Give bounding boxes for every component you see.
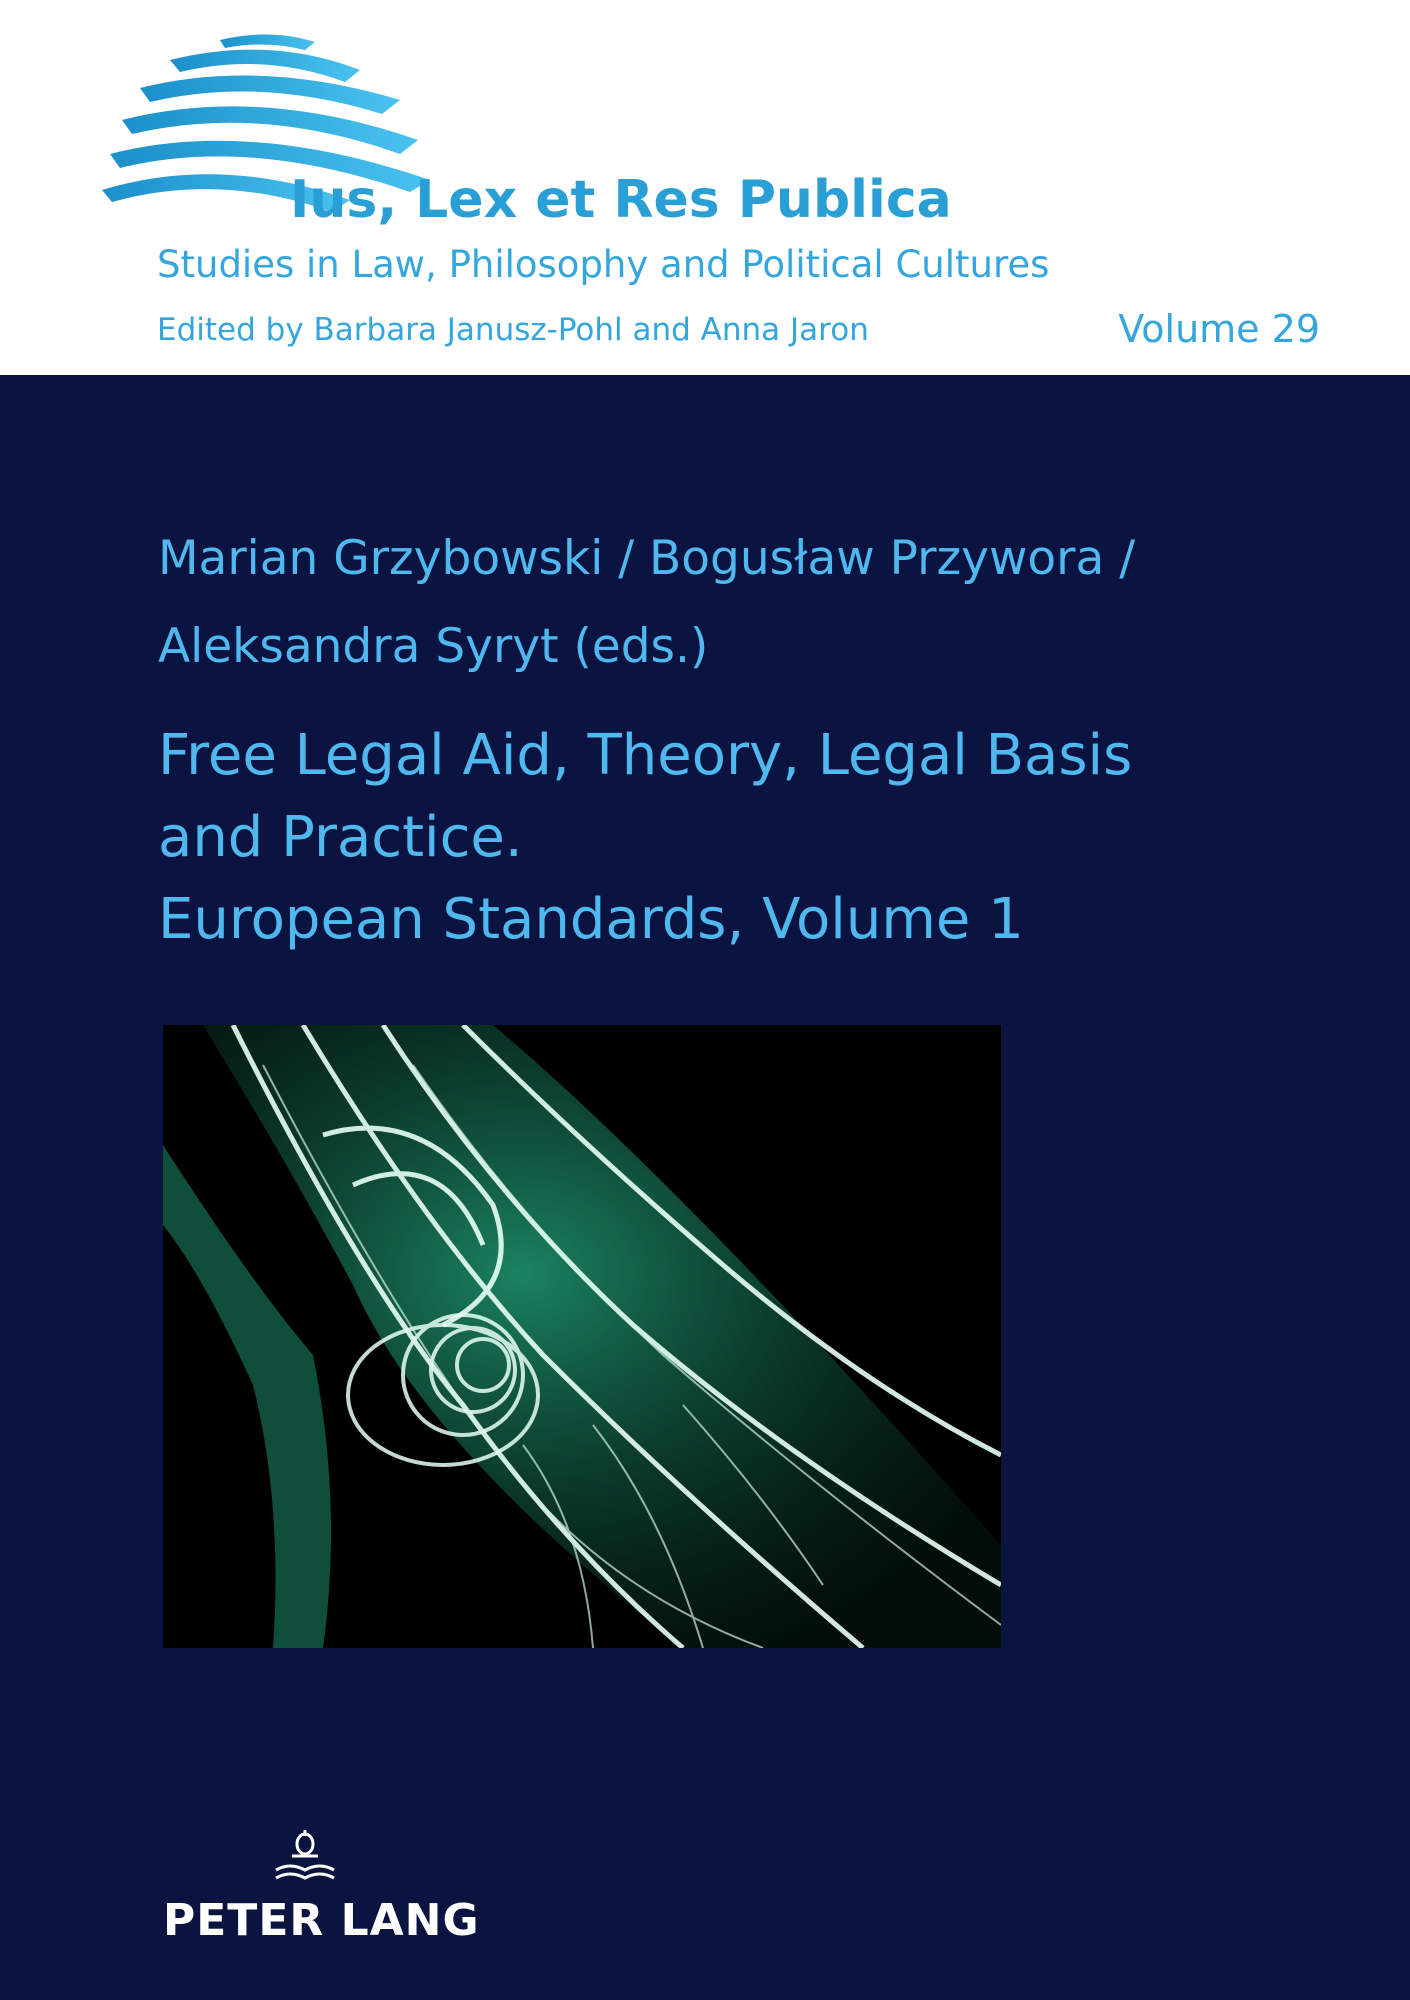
authors-line-1: Marian Grzybowski / Bogusław Przywora / xyxy=(158,531,1136,586)
cover-illustration xyxy=(163,1025,1001,1648)
book-lamp-icon xyxy=(270,1830,340,1886)
series-title: Ius, Lex et Res Publica xyxy=(290,170,952,230)
book-title xyxy=(158,715,1132,961)
series-editors: Edited by Barbara Janusz-Pohl and Anna Jaron xyxy=(157,312,869,348)
series-header xyxy=(0,0,1410,375)
publisher-name: PETER LANG xyxy=(163,1895,480,1946)
series-subtitle: Studies in Law, Philosophy and Political Cultures xyxy=(157,243,1050,286)
book-authors xyxy=(158,515,1135,691)
book-title-line-1: Free Legal Aid, Theory, Legal Basis xyxy=(158,723,1133,788)
series-volume: Volume 29 xyxy=(1118,307,1320,351)
book-title-line-3: European Standards, Volume 1 xyxy=(158,887,1024,952)
authors-line-2: Aleksandra Syryt (eds.) xyxy=(158,619,709,674)
book-title-line-2: and Practice. xyxy=(158,805,523,870)
